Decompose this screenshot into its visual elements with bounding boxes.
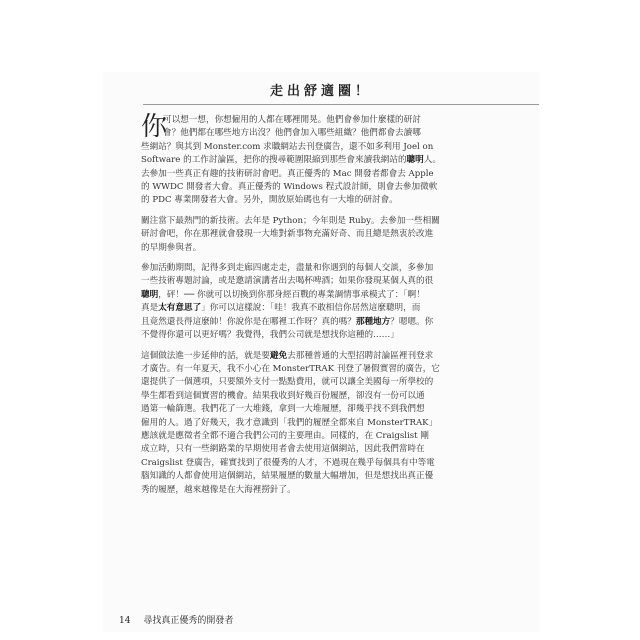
bold-term: 聰明: [141, 289, 159, 300]
paragraph-2: [141, 215, 497, 255]
page-footer: [119, 613, 233, 626]
text-line: 僱用的人。過了好幾天，我才意識到「我們的履歷全都來自 MonsterTRAK」: [141, 417, 438, 428]
drop-cap: 你: [141, 112, 168, 142]
text-line-rich: 這個做法進一步延伸的話，就是要避免去那種普通的大型招聘討論區裡刊登求: [141, 350, 434, 361]
body-text: [141, 114, 497, 504]
text-line: 還提供了一個選項，只要額外支付一點點費用，就可以讓全美國每一所學校的: [141, 377, 434, 388]
text-line: Software 的工作討論區，把你的搜尋範圍限縮到那些會來讀我網站的聰明人。: [141, 155, 441, 166]
text-line: 一些技術專題討論，或是邀請演講者出去喝杯啤酒；如果你發現某個人真的很: [141, 276, 434, 287]
text-line: 關注當下最熱門的新技術。去年是 Python；今年則是 Ruby。去參加一些相關: [141, 215, 440, 226]
bold-term: 那種地方: [355, 316, 391, 327]
text-line: 腦知識的人都會使用這個網站，結果履歷的數量大幅增加，但是想找出真正優: [141, 471, 434, 482]
paragraph-1: [141, 114, 497, 208]
bold-term: 太有意思了: [158, 303, 202, 314]
bold-term: 避免: [269, 350, 288, 361]
text-line: 些網站？與其到 Monster.com 求職網站去刊登廣告，還不如多利用 Joel on: [141, 141, 434, 152]
title-rule: [143, 104, 539, 105]
page-number: 14: [119, 616, 131, 626]
text-line: 不覺得你還可以更好嗎？我覺得，我們公司就是想找你這種的……」: [141, 330, 399, 341]
text-line: 研討會吧，你在那裡就會發現一大堆對新事物充滿好奇、而且總是熱衷於改進: [141, 229, 434, 240]
text-line: 應該就是應徵者全都不適合我們公司的主要理由。同樣的，在 Craigslist 剛: [141, 430, 429, 441]
paragraph-4: [141, 350, 497, 497]
text-line: 成立時，只有一些網路業的早期使用者會去使用這個網站，因此我們當時在: [141, 444, 425, 455]
text-line: 參加活動期間，記得多到走廊四處走走，盡量和你遇到的每個人交談，多參加: [141, 263, 434, 274]
text-line: 去參加一些真正有趣的技術研討會吧。真正優秀的 Mac 開發者都會去 Apple: [141, 168, 434, 179]
text-line: 才廣告。有一年夏天，我不小心在 MonsterTRAK 刊登了暑假實習的廣告，它: [141, 363, 440, 374]
text-line: Craigslist 登廣告，確實找到了很優秀的人才，不過現在幾乎每個具有中等電: [141, 457, 435, 468]
book-page: [103, 72, 539, 632]
text-line: 過第一輪篩選。我們花了一大堆錢，拿到一大堆履歷，卻幾乎找不到我們想: [141, 404, 425, 415]
text-line: 聰明，砰！── 你就可以切換到你那身經百戰的專業調情事承模式了：「啊！: [141, 289, 425, 300]
section-title: 走出舒適圈！: [269, 84, 372, 99]
text-line-rich: 真是太有意思了」你可以這樣說：「哇！我真不敢相信你居然這麼聰明，而: [141, 303, 421, 314]
bold-term: 聰明: [406, 155, 424, 166]
text-line: 秀的履歷，越來越像是在大海裡撈針了。: [141, 484, 296, 495]
text-line: 的 WWDC 開發者大會。真正優秀的 Windows 程式設計師，則會去參加微軟: [141, 182, 438, 193]
text-line: 的早期參與者。: [141, 242, 202, 253]
chapter-title: 尋找真正優秀的開發者: [143, 616, 234, 626]
text-line: 可以想一想，你想僱用的人都在哪裡閒晃。他們會參加什麼樣的研討: [163, 115, 421, 125]
text-line: 的 PDC 專業開發者大會。另外，開放原始碼也有一大堆的研討會。: [141, 195, 398, 206]
paragraph-3: [141, 262, 497, 342]
text-line: 會？他們都在哪些地方出沒？他們會加入哪些組織？他們都會去讀哪: [163, 128, 421, 139]
text-line-rich: 且竟然還長得這麼帥！你說你是在哪裡工作呀？真的嗎？那種地方？嗯嗯。你: [141, 316, 434, 327]
text-line: 學生都看到這個實習的機會。結果我收到好幾百份履歷，卻沒有一份可以通: [141, 390, 425, 401]
